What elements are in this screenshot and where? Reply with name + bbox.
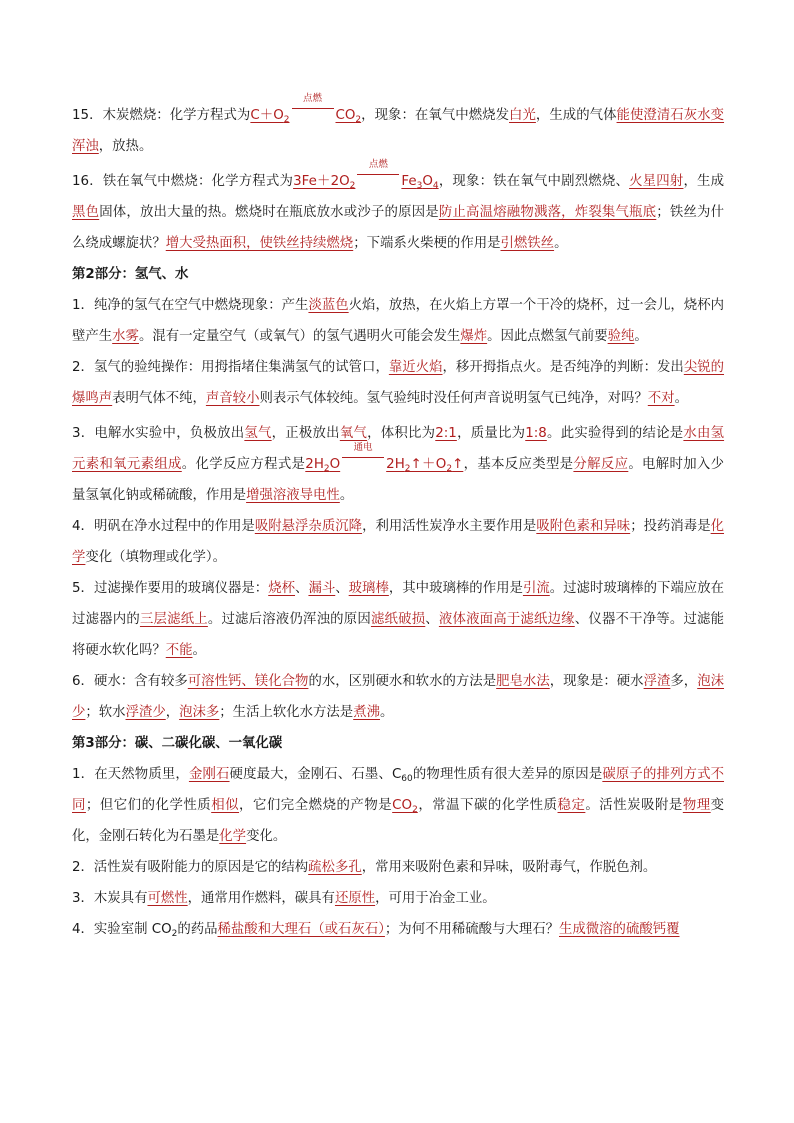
equation-charcoal: $C+O_2$ [250,108,290,125]
section-3-item-3: 3．木炭具有可燃性，通常用作燃料，碳具有还原性，可用于冶金工业。 [72,891,496,906]
document-body [72,93,725,945]
answer: 漏斗 [308,581,336,596]
item-16-iron-combustion: 16．铁在氧气中燃烧：化学方程式为$3Fe+2O_2$ 点燃 $Fe_3O_4$，现象：铁在氧气中剧烈燃烧、火星四射，生成黑色固体，放出大量的热。燃烧时在瓶底放水或沙子的原因是防止高温熔融物溅落，炸裂集气瓶底；铁丝为什么绕成螺旋状？增大受热面积，使铁丝持续燃烧；下端系火柴梗的作用是引燃铁丝。 [72,159,725,251]
answer: 相似 [211,798,240,813]
answer: 水雾 [112,329,139,344]
answer: 靠近火焰 [388,360,443,375]
answer: 引流 [522,581,550,596]
answer: 玻璃棒 [348,581,389,596]
section-2-item-3: 3．电解水实验中，负极放出氢气，正极放出氧气，体积比为2:1，质量比为1:8。此实验得到的结论是水由氢元素和氧元素组成。化学反应方程式是$2H_2O$ 通电 $2H_2↑+O_2↑$，基本反应类型是分解反应。电解时加入少量氢氧化钠或稀硫酸，作用是增强溶液导电性。 [72,426,725,503]
answer: 金刚石 [188,767,230,782]
reaction-arrow: 点燃 [290,102,336,120]
answer: 尖锐的爆鸣声 [72,360,725,406]
answer: 肥皂水法 [496,674,550,689]
section-2-item-5: 5．过滤操作要用的玻璃仪器是：烧杯、漏斗、玻璃棒，其中玻璃棒的作用是引流。过滤时玻璃棒的下端应放在过滤器内的三层滤纸上。过滤后溶液仍浑浊的原因滤纸破损、液体液面高于滤纸边缘、仪器不干净等。过滤能将硬水软化吗？不能。 [72,581,725,658]
answer: 可燃性 [147,891,188,906]
answer: 淡蓝色 [308,298,349,313]
answer: 浮渣少 [125,705,166,720]
answer: 化学 [72,519,725,565]
answer: 火星四射 [629,174,684,189]
section-2-heading: 第2部分：氢气、水 [72,267,189,282]
item-15-charcoal-combustion: 15．木炭燃烧：化学方程式为$C+O_2$ 点燃 $CO_2$，现象：在氧气中燃烧发白光，生成的气体能使澄清石灰水变浑浊，放热。 [72,93,725,154]
answer: 验纯 [607,329,635,344]
answer: 稀盐酸和大理石（或石灰石） [217,922,385,937]
answer: $CO_2$ [392,798,418,815]
answer: 化学 [219,829,247,844]
answer: 白光 [509,108,536,123]
answer: 稳定 [557,798,586,813]
section-3-item-2: 2．活性炭有吸附能力的原因是它的结构疏松多孔，常用来吸附色素和异味，吸附毒气，作脱色剂。 [72,860,657,875]
answer: 声音较小 [205,391,260,406]
answer: 防止高温熔融物溅落，炸裂集气瓶底 [438,205,657,220]
answer: 分解反应 [573,457,629,472]
answer: 吸附色素和异味 [536,519,631,534]
answer: 2:1 [435,426,457,441]
answer: 生成微溶的硫酸钙覆 [559,922,680,937]
equation-iron: $3Fe+2O_2$ [293,174,356,191]
answer: 爆炸 [460,329,488,344]
section-2-item-1: 1．纯净的氢气在空气中燃烧现象：产生淡蓝色火焰，放热，在火焰上方罩一个干冷的烧杯，过一会儿，烧杯内壁产生水雾。混有一定量空气（或氧气）的氢气遇明火可能会发生爆炸。因此点燃氢气前要验纯。 [72,298,724,344]
answer: 三层滤纸上 [139,612,208,627]
section-2-item-2: 2．氢气的验纯操作：用拇指堵住集满氢气的试管口，靠近火焰，移开拇指点火。是否纯净的判断：发出尖锐的爆鸣声表明气体不纯，声音较小则表示气体较纯。氢气验纯时没任何声音说明氢气已纯净，对吗？不对。 [72,360,725,406]
answer: 吸附悬浮杂质沉降 [254,519,363,534]
answer: 水由氢元素和氧元素组成 [72,426,725,472]
answer: 疏松多孔 [308,860,362,875]
answer: 引燃铁丝 [500,236,555,251]
reaction-arrow: 通电 [340,451,386,469]
equation-electrolysis: $2H_2O$ [305,457,341,474]
answer: 液体液面高于滤纸边缘 [438,612,575,627]
answer: 氢气 [244,426,272,441]
answer: 浮渣 [643,674,671,689]
answer: 碳原子的排列方式不同 [72,767,725,813]
section-2-item-4: 4．明矾在净水过程中的作用是吸附悬浮杂质沉降，利用活性炭净水主要作用是吸附色素和异味；投药消毒是化学变化（填物理或化学）。 [72,519,725,565]
section-3-heading: 第3部分：碳、二碳化碳、一氧化碳 [72,736,283,751]
answer: 能使澄清石灰水变浑浊 [72,108,725,154]
answer: 还原性 [334,891,376,906]
answer: 增大受热面积，使铁丝持续燃烧 [165,236,354,251]
reaction-arrow: 点燃 [355,168,401,186]
answer: 烧杯 [268,581,296,596]
answer: 增强溶液导电性 [246,488,340,503]
section-2-item-6: 6．硬水：含有较多可溶性钙、镁化合物的水，区别硬水和软水的方法是肥皂水法，现象是：硬水浮渣多，泡沫少；软水浮渣少，泡沫多；生活上软化水方法是煮沸。 [72,674,725,720]
section-3-item-1: 1．在天然物质里，金刚石硬度最大，金刚石、石墨、$C_{60}$的物理性质有很大差异的原因是碳原子的排列方式不同；但它们的化学性质相似，它们完全燃烧的产物是$CO_2$，常温下碳的化学性质稳定。活性炭吸附是物理变化，金刚石转化为石墨是化学变化。 [72,767,725,844]
section-3-item-4: 4．实验室制 $CO_2$的药品稀盐酸和大理石（或石灰石）；为何不用稀硫酸与大理石？生成微溶的硫酸钙覆 [72,922,680,939]
answer: 泡沫多 [179,705,220,720]
answer: 物理 [682,798,711,813]
answer: 黑色 [72,205,100,220]
answer: 不对 [647,391,675,406]
answer: 可溶性钙、镁化合物 [187,674,309,689]
answer: 滤纸破损 [370,612,426,627]
answer: 氧气 [339,426,368,441]
answer: 1:8 [525,426,547,441]
answer: 不能 [165,643,193,658]
answer: 泡沫少 [72,674,725,720]
answer: 煮沸 [353,705,380,720]
